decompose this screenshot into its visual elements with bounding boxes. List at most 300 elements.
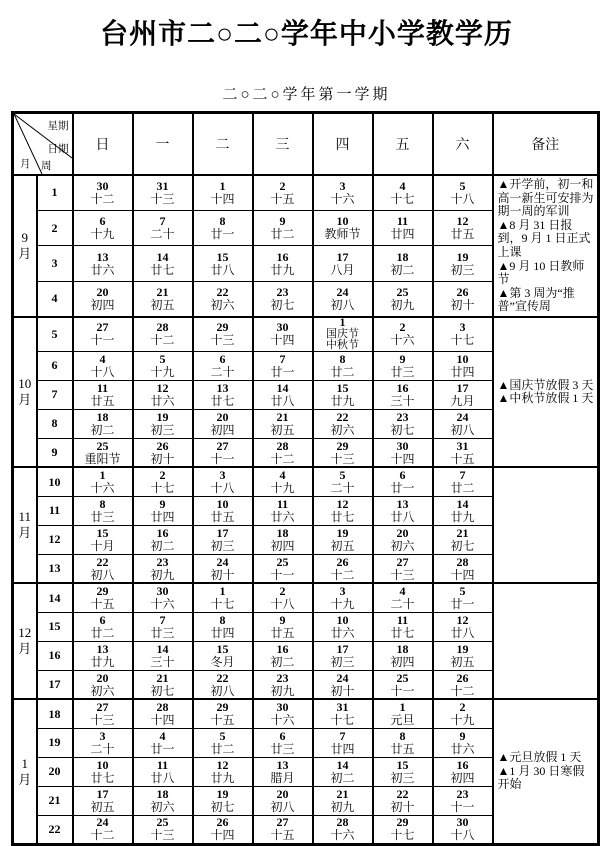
day-number: 4 (399, 584, 406, 599)
day-cell (193, 554, 253, 583)
corner-date-label: 日期 (47, 144, 69, 155)
lunar-or-holiday-label: 廿三 (390, 364, 415, 379)
day-cell (193, 496, 253, 525)
lunar-or-holiday-label: 十五 (270, 828, 295, 843)
day-number: 6 (399, 468, 406, 483)
lunar-or-holiday-label: 腊月 (270, 770, 295, 785)
day-number: 17 (456, 380, 469, 395)
day-number: 26 (156, 438, 169, 453)
lunar-or-holiday-label: 十八 (450, 191, 475, 206)
day-number: 22 (216, 670, 229, 685)
day-number: 18 (396, 249, 409, 264)
day-number: 5 (339, 468, 346, 483)
day-cell (313, 641, 373, 670)
day-number: 14 (456, 496, 469, 511)
day-number: 8 (99, 496, 106, 511)
week-number-cell: 2 (37, 210, 73, 245)
day-number: 19 (336, 525, 349, 540)
day-number: 3 (339, 584, 346, 599)
day-cell (253, 670, 313, 699)
day-cell (253, 641, 313, 670)
day-number: 14 (156, 249, 169, 264)
week-number-cell: 21 (37, 786, 73, 815)
lunar-or-holiday-label: 十五 (210, 713, 235, 728)
day-number: 10 (96, 757, 109, 772)
day-number: 2 (159, 468, 166, 483)
lunar-or-holiday-label: 廿六 (450, 741, 475, 756)
day-number: 1 (339, 316, 346, 329)
day-cell (373, 612, 433, 641)
day-number: 23 (276, 670, 289, 685)
day-number: 30 (96, 178, 109, 193)
day-cell (253, 583, 313, 612)
day-number: 6 (99, 612, 106, 627)
day-number: 27 (216, 438, 229, 453)
remark-item: ▲元旦放假 1 天 (497, 750, 582, 765)
day-cell (193, 409, 253, 438)
lunar-or-holiday-label: 初十 (150, 451, 175, 466)
lunar-or-holiday-label: 十九 (450, 713, 475, 728)
day-number: 22 (96, 554, 109, 569)
week-number-cell: 7 (37, 380, 73, 409)
day-number: 10 (336, 214, 349, 229)
day-cell (253, 438, 313, 467)
day-number: 14 (276, 380, 289, 395)
day-cell (253, 554, 313, 583)
remark-item: ▲开学前，初一和高一新生可安排为期一周的军训 (497, 177, 594, 219)
day-number: 30 (396, 438, 409, 453)
week-number-cell: 22 (37, 815, 73, 844)
day-cell (373, 380, 433, 409)
day-cell (193, 612, 253, 641)
lunar-or-holiday-label: 廿八 (270, 393, 295, 408)
day-cell (73, 210, 133, 245)
lunar-or-holiday-label: 廿六 (150, 393, 175, 408)
day-cell (313, 815, 373, 844)
lunar-or-holiday-label: 廿四 (210, 625, 235, 640)
day-cell (133, 351, 193, 380)
day-cell (253, 467, 313, 496)
day-cell (433, 351, 493, 380)
day-number: 7 (339, 728, 346, 743)
day-cell (193, 380, 253, 409)
day-number: 2 (399, 320, 406, 335)
day-cell (73, 281, 133, 316)
day-cell (313, 380, 373, 409)
day-number: 17 (216, 525, 229, 540)
lunar-or-holiday-label: 廿八 (210, 262, 235, 277)
day-cell (373, 210, 433, 245)
lunar-or-holiday-label: 十九 (270, 481, 295, 496)
day-number: 26 (456, 284, 469, 299)
lunar-or-holiday-label: 八月 (330, 262, 355, 277)
day-number: 15 (216, 249, 229, 264)
month-cell: 1 月 (13, 699, 37, 844)
day-number: 29 (216, 320, 229, 335)
day-number: 20 (276, 786, 289, 801)
lunar-or-holiday-label: 初二 (270, 654, 295, 669)
lunar-or-holiday-label: 廿八 (150, 770, 175, 785)
day-number: 19 (156, 409, 169, 424)
lunar-or-holiday-label: 冬月 (210, 654, 235, 669)
week-number-cell: 12 (37, 525, 73, 554)
day-number: 1 (399, 700, 406, 715)
day-cell (373, 246, 433, 281)
lunar-or-holiday-label: 廿九 (330, 393, 355, 408)
day-cell (133, 699, 193, 728)
day-number: 28 (336, 815, 349, 830)
week-number-cell: 19 (37, 728, 73, 757)
lunar-or-holiday-label: 二十 (210, 364, 235, 379)
lunar-or-holiday-label: 初二 (390, 262, 415, 277)
day-number: 9 (399, 351, 406, 366)
lunar-or-holiday-label: 初六 (390, 538, 415, 553)
day-cell (313, 351, 373, 380)
week-number-cell: 16 (37, 641, 73, 670)
lunar-or-holiday-label: 十六 (330, 191, 355, 206)
day-number: 13 (96, 249, 109, 264)
lunar-or-holiday-label: 国庆节 (326, 327, 359, 340)
lunar-or-holiday-label: 廿一 (450, 597, 475, 612)
day-number: 2 (459, 700, 466, 715)
lunar-or-holiday-label: 十八 (270, 597, 295, 612)
day-cell (313, 554, 373, 583)
lunar-or-holiday-label: 廿六 (270, 509, 295, 524)
lunar-or-holiday-label: 十八 (90, 364, 115, 379)
day-cell (253, 351, 313, 380)
day-number: 26 (456, 670, 469, 685)
day-cell (133, 728, 193, 757)
week-number-cell: 5 (37, 317, 73, 352)
lunar-or-holiday-label: 廿五 (390, 741, 415, 756)
lunar-or-holiday-label: 十九 (330, 597, 355, 612)
day-cell (313, 757, 373, 786)
weekday-header-tue: 二 (193, 113, 253, 176)
day-number: 14 (156, 641, 169, 656)
lunar-or-holiday-label: 初四 (270, 538, 295, 553)
day-number: 21 (456, 525, 469, 540)
week-row (13, 467, 599, 496)
lunar-or-holiday-label: 十二 (150, 333, 175, 348)
lunar-or-holiday-label: 廿一 (270, 364, 295, 379)
day-cell (433, 670, 493, 699)
day-number: 7 (279, 351, 286, 366)
day-number: 28 (156, 320, 169, 335)
lunar-or-holiday-label: 十九 (90, 227, 115, 242)
day-cell (133, 317, 193, 352)
day-number: 8 (339, 351, 346, 366)
day-number: 21 (276, 409, 289, 424)
day-number: 25 (396, 284, 409, 299)
day-number: 11 (156, 757, 169, 772)
day-number: 27 (276, 815, 289, 830)
lunar-or-holiday-label: 廿四 (390, 227, 415, 242)
day-cell (253, 380, 313, 409)
day-number: 1 (219, 178, 226, 193)
lunar-or-holiday-label: 十二 (450, 683, 475, 698)
day-cell (253, 496, 313, 525)
lunar-or-holiday-label: 廿五 (270, 625, 295, 640)
day-number: 4 (279, 468, 286, 483)
day-number: 3 (219, 468, 226, 483)
day-number: 8 (219, 612, 226, 627)
day-cell (193, 351, 253, 380)
lunar-or-holiday-label: 十四 (390, 451, 415, 466)
day-cell (73, 554, 133, 583)
lunar-or-holiday-label: 十六 (150, 597, 175, 612)
day-number: 6 (279, 728, 286, 743)
day-number: 26 (336, 554, 349, 569)
day-cell (133, 757, 193, 786)
day-number: 1 (99, 468, 106, 483)
day-cell (193, 467, 253, 496)
lunar-or-holiday-label: 十四 (210, 828, 235, 843)
lunar-or-holiday-label: 十七 (330, 713, 355, 728)
day-cell (133, 583, 193, 612)
day-cell (433, 317, 493, 352)
week-number-cell: 4 (37, 281, 73, 316)
weekday-header-mon: 一 (133, 113, 193, 176)
lunar-or-holiday-label: 初五 (450, 654, 475, 669)
day-cell (133, 670, 193, 699)
day-number: 26 (216, 815, 229, 830)
day-cell (433, 467, 493, 496)
lunar-or-holiday-label: 廿二 (270, 227, 295, 242)
lunar-or-holiday-label: 十七 (390, 191, 415, 206)
lunar-or-holiday-label: 廿二 (330, 364, 355, 379)
day-number: 6 (99, 214, 106, 229)
day-cell (433, 728, 493, 757)
week-number-cell: 15 (37, 612, 73, 641)
lunar-or-holiday-label: 初七 (390, 422, 415, 437)
day-number: 23 (276, 284, 289, 299)
day-number: 11 (396, 214, 409, 229)
day-cell (313, 786, 373, 815)
lunar-or-holiday-label: 三十 (150, 654, 175, 669)
week-number-cell: 14 (37, 583, 73, 612)
lunar-or-holiday-label: 初四 (90, 297, 115, 312)
day-cell (313, 496, 373, 525)
day-cell (253, 281, 313, 316)
lunar-or-holiday-label: 十七 (390, 828, 415, 843)
day-number: 7 (159, 214, 166, 229)
day-cell (373, 438, 433, 467)
week-number-cell: 9 (37, 438, 73, 467)
lunar-or-holiday-label: 廿一 (390, 481, 415, 496)
day-number: 15 (96, 525, 109, 540)
lunar-or-holiday-label: 十月 (90, 538, 115, 553)
lunar-or-holiday-label: 初五 (270, 422, 295, 437)
day-number: 16 (456, 757, 469, 772)
lunar-or-holiday-label: 初三 (210, 538, 235, 553)
day-number: 23 (156, 554, 169, 569)
day-cell (133, 815, 193, 844)
day-number: 9 (459, 728, 466, 743)
day-number: 9 (279, 612, 286, 627)
day-number: 2 (279, 584, 286, 599)
week-number-cell: 8 (37, 409, 73, 438)
lunar-or-holiday-label: 重阳节 (84, 451, 121, 466)
lunar-or-holiday-label: 廿七 (150, 262, 175, 277)
day-cell (193, 525, 253, 554)
day-cell (373, 409, 433, 438)
day-cell (433, 699, 493, 728)
remark-item: ▲8 月 31 日报到，9 月 1 日正式上课 (497, 217, 591, 259)
day-cell (313, 670, 373, 699)
day-cell (253, 210, 313, 245)
day-number: 9 (159, 496, 166, 511)
lunar-or-holiday-label: 廿九 (450, 509, 475, 524)
day-number: 12 (336, 496, 349, 511)
day-cell (193, 728, 253, 757)
day-cell (133, 525, 193, 554)
lunar-or-holiday-label: 初五 (330, 538, 355, 553)
lunar-or-holiday-label: 廿五 (450, 227, 475, 242)
lunar-or-holiday-label: 十六 (270, 713, 295, 728)
day-cell (313, 728, 373, 757)
teaching-calendar-table (11, 111, 600, 846)
day-cell (433, 815, 493, 844)
lunar-or-holiday-label: 十三 (150, 191, 175, 206)
lunar-or-holiday-label: 十三 (210, 333, 235, 348)
day-cell (313, 175, 373, 210)
day-number: 29 (96, 584, 109, 599)
day-number: 4 (399, 178, 406, 193)
lunar-or-holiday-label: 十二 (330, 567, 355, 582)
lunar-or-holiday-label: 初三 (450, 262, 475, 277)
day-cell (373, 175, 433, 210)
month-cell: 12 月 (13, 583, 37, 699)
lunar-or-holiday-label: 初六 (150, 799, 175, 814)
lunar-or-holiday-label: 十八 (210, 481, 235, 496)
lunar-or-holiday-label: 十五 (90, 597, 115, 612)
day-cell (253, 786, 313, 815)
day-cell (313, 246, 373, 281)
lunar-or-holiday-label: 初十 (450, 297, 475, 312)
lunar-or-holiday-label: 初六 (210, 297, 235, 312)
day-number: 22 (336, 409, 349, 424)
lunar-or-holiday-label: 廿二 (210, 741, 235, 756)
lunar-or-holiday-label: 初八 (270, 799, 295, 814)
lunar-or-holiday-label: 十三 (150, 828, 175, 843)
day-number: 11 (396, 612, 409, 627)
day-cell (253, 699, 313, 728)
lunar-or-holiday-label: 二十 (90, 741, 115, 756)
lunar-or-holiday-label: 二十 (150, 227, 175, 242)
day-number: 16 (396, 380, 409, 395)
day-cell (373, 281, 433, 316)
day-number: 10 (336, 612, 349, 627)
day-cell (313, 467, 373, 496)
lunar-or-holiday-label: 教师节 (324, 227, 361, 242)
lunar-or-holiday-label: 初六 (330, 422, 355, 437)
day-number: 13 (396, 496, 409, 511)
day-cell (373, 554, 433, 583)
day-cell (193, 757, 253, 786)
day-number: 13 (96, 641, 109, 656)
day-number: 12 (456, 214, 469, 229)
weekday-header-wed: 三 (253, 113, 313, 176)
day-number: 15 (216, 641, 229, 656)
day-cell (133, 175, 193, 210)
day-cell (373, 317, 433, 352)
day-cell (373, 583, 433, 612)
lunar-or-holiday-label: 十一 (210, 451, 235, 466)
day-cell (73, 246, 133, 281)
lunar-or-holiday-label: 初七 (150, 683, 175, 698)
lunar-or-holiday-label: 廿六 (330, 625, 355, 640)
day-cell (193, 246, 253, 281)
day-cell (193, 670, 253, 699)
lunar-or-holiday-label: 初九 (390, 297, 415, 312)
lunar-or-holiday-label: 初五 (90, 799, 115, 814)
lunar-or-holiday-label: 廿九 (90, 654, 115, 669)
day-number: 18 (96, 409, 109, 424)
lunar-or-holiday-label: 廿八 (390, 509, 415, 524)
day-cell (73, 670, 133, 699)
header-row (13, 113, 599, 176)
lunar-or-holiday-label: 初十 (210, 567, 235, 582)
lunar-or-holiday-label: 十七 (150, 481, 175, 496)
lunar-or-holiday-label: 初十 (330, 683, 355, 698)
remark-item: ▲1 月 30 日寒假开始 (497, 763, 585, 792)
day-number: 7 (159, 612, 166, 627)
day-cell (73, 641, 133, 670)
week-number-cell: 6 (37, 351, 73, 380)
lunar-or-holiday-label: 十九 (150, 364, 175, 379)
day-number: 24 (96, 815, 109, 830)
lunar-or-holiday-label: 初四 (210, 422, 235, 437)
lunar-or-holiday-label: 廿四 (150, 509, 175, 524)
day-cell (73, 438, 133, 467)
day-number: 22 (216, 284, 229, 299)
lunar-or-holiday-label: 十六 (90, 481, 115, 496)
day-cell (433, 525, 493, 554)
day-cell (253, 525, 313, 554)
lunar-or-holiday-label: 廿五 (90, 393, 115, 408)
day-number: 18 (156, 786, 169, 801)
day-cell (73, 786, 133, 815)
calendar-body (13, 175, 599, 844)
day-number: 10 (456, 351, 469, 366)
day-number: 19 (216, 786, 229, 801)
day-cell (253, 317, 313, 352)
lunar-or-holiday-label: 初七 (210, 799, 235, 814)
lunar-or-holiday-label: 初七 (270, 297, 295, 312)
day-cell (433, 409, 493, 438)
lunar-or-holiday-label: 十七 (210, 597, 235, 612)
day-cell (133, 438, 193, 467)
day-number: 30 (276, 700, 289, 715)
day-cell (253, 175, 313, 210)
day-cell (253, 409, 313, 438)
day-cell (193, 699, 253, 728)
remarks-header: 备注 (493, 113, 599, 176)
day-number: 17 (96, 786, 109, 801)
lunar-or-holiday-label: 廿三 (90, 509, 115, 524)
day-cell (133, 641, 193, 670)
day-cell (133, 409, 193, 438)
lunar-or-holiday-label: 中秋节 (326, 338, 359, 351)
day-cell (313, 583, 373, 612)
day-number: 17 (336, 641, 349, 656)
day-number: 16 (276, 641, 289, 656)
day-cell (73, 728, 133, 757)
day-cell (73, 612, 133, 641)
day-cell (193, 786, 253, 815)
day-number: 19 (456, 641, 469, 656)
remarks-cell (493, 583, 599, 699)
